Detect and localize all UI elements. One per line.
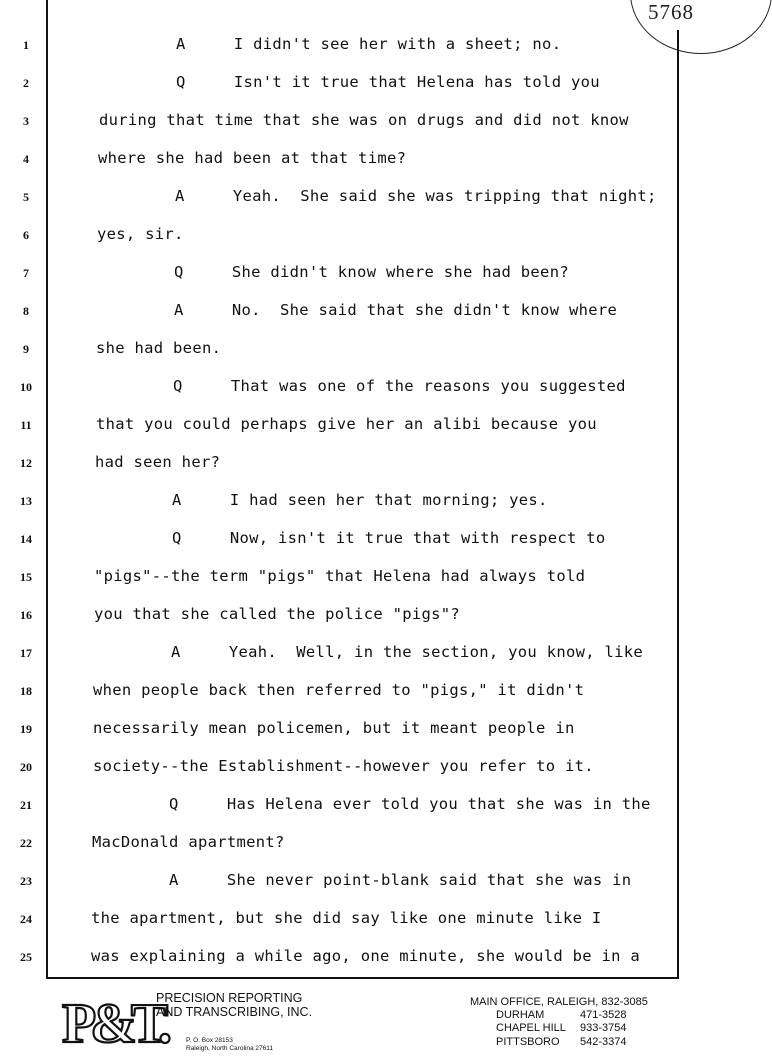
line-number: 15 xyxy=(20,570,32,584)
transcript-line: Q Isn't it true that Helena has told you xyxy=(99,73,600,91)
line-number: 18 xyxy=(20,684,32,698)
transcript-line: A I didn't see her with a sheet; no. xyxy=(99,35,562,53)
transcript-line: Q Now, isn't it true that with respect to xyxy=(95,529,606,547)
firm-name-line: AND TRANSCRIBING, INC. xyxy=(156,1005,313,1019)
transcript-line: when people back then referred to "pigs," it didn't xyxy=(93,681,585,699)
line-number: 4 xyxy=(23,152,29,166)
line-number: 11 xyxy=(20,418,32,432)
main-office: MAIN OFFICE, RALEIGH, 832-3085 xyxy=(470,996,648,1008)
line-number: 22 xyxy=(20,836,32,850)
line-number: 17 xyxy=(20,646,32,660)
transcript-line: the apartment, but she did say like one minute like I xyxy=(91,909,602,927)
line-number: 23 xyxy=(20,874,32,888)
address-line: P. O. Box 28153 xyxy=(186,1037,233,1044)
office-phone: 471-3528 xyxy=(580,1009,627,1022)
line-number: 5 xyxy=(23,190,29,204)
transcript-line: you that she called the police "pigs"? xyxy=(94,605,461,623)
bottom-margin-rule xyxy=(46,977,679,979)
line-number: 8 xyxy=(23,304,29,318)
transcript-line: yes, sir. xyxy=(97,225,184,243)
line-number: 1 xyxy=(23,38,29,52)
transcript-line: Q Has Helena ever told you that she was in the xyxy=(92,795,651,813)
transcript-line: that you could perhaps give her an alibi because you xyxy=(96,415,597,433)
transcript-line: A Yeah. She said she was tripping that night; xyxy=(98,187,657,205)
transcript-line: where she had been at that time? xyxy=(98,149,407,167)
line-number: 7 xyxy=(23,266,29,280)
address-line: Raleigh, North Carolina 27611 xyxy=(186,1045,273,1052)
firm-name xyxy=(156,991,312,1019)
line-number: 13 xyxy=(20,494,32,508)
office-row xyxy=(496,1009,670,1022)
office-row xyxy=(496,1036,670,1049)
transcript-line: society--the Establishment--however you refer to it. xyxy=(93,757,594,775)
transcript-line: necessarily mean policemen, but it meant people in xyxy=(93,719,575,737)
line-number: 16 xyxy=(20,608,32,622)
office-city: DURHAM xyxy=(496,1009,545,1022)
firm-name-line: PRECISION REPORTING xyxy=(156,991,303,1005)
office-row xyxy=(496,1022,670,1035)
transcript-line: MacDonald apartment? xyxy=(92,833,285,851)
transcript-line: had seen her? xyxy=(95,453,221,471)
transcript-line: A Yeah. Well, in the section, you know, like xyxy=(94,643,644,661)
office-phone: 933-3754 xyxy=(580,1022,627,1035)
transcript-line: was explaining a while ago, one minute, she would be in a xyxy=(91,947,641,965)
line-number: 12 xyxy=(20,456,32,470)
line-number: 9 xyxy=(23,342,29,356)
office-list xyxy=(470,996,670,1049)
firm-address xyxy=(186,1037,273,1053)
transcript-line: "pigs"--the term "pigs" that Helena had always told xyxy=(94,567,586,585)
page-number: 5768 xyxy=(648,0,694,24)
office-city: CHAPEL HILL xyxy=(496,1022,566,1035)
right-margin-rule xyxy=(677,30,679,978)
line-number: 2 xyxy=(23,76,29,90)
transcript-line: Q She didn't know where she had been? xyxy=(97,263,569,281)
transcript-line: A She never point-blank said that she was in xyxy=(92,871,632,889)
line-number: 25 xyxy=(20,950,32,964)
office-phone: 542-3374 xyxy=(580,1035,627,1048)
line-number: 20 xyxy=(20,760,32,774)
office-city: PITTSBORO xyxy=(496,1035,560,1048)
transcript-line: A I had seen her that morning; yes. xyxy=(95,491,548,509)
line-number: 14 xyxy=(20,532,32,546)
transcript-line: she had been. xyxy=(96,339,222,357)
line-number: 19 xyxy=(20,722,32,736)
firm-logo xyxy=(60,988,167,1056)
line-number: 24 xyxy=(20,912,32,926)
transcript-line: Q That was one of the reasons you suggested xyxy=(96,377,626,395)
line-number: 21 xyxy=(20,798,32,812)
transcript-line: during that time that she was on drugs and did not know xyxy=(99,111,629,129)
line-number: 3 xyxy=(23,114,29,128)
line-number: 6 xyxy=(23,228,29,242)
logo-text: P&T. xyxy=(62,993,167,1055)
line-number: 10 xyxy=(20,380,32,394)
transcript-line: A No. She said that she didn't know where xyxy=(97,301,618,319)
left-margin-rule xyxy=(46,0,48,978)
